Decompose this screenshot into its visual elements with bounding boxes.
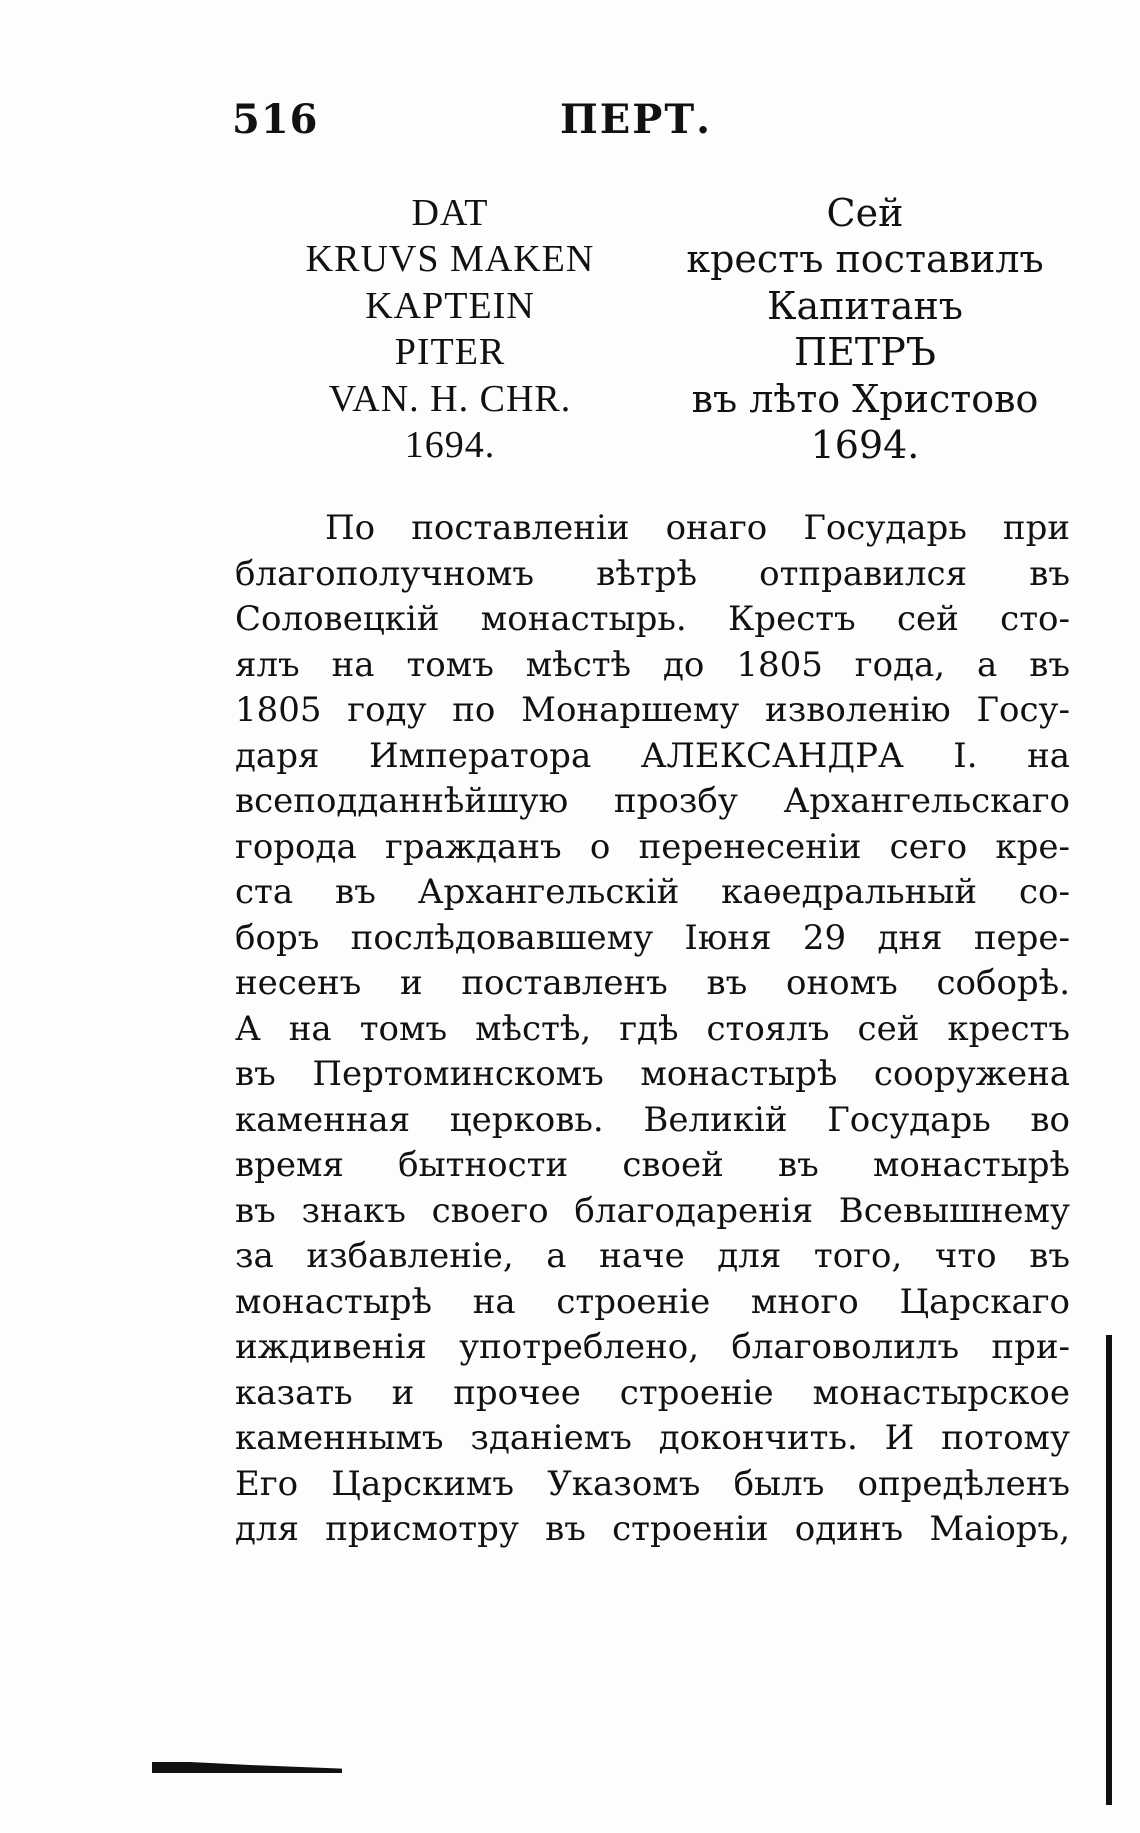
inscription-line: въ лѣто Христово	[691, 376, 1039, 421]
text-line: въ знакъ своего благодаренія Всевышнему	[235, 1190, 1070, 1231]
text-line: всеподданнѣйшую прозбу Архангельскаго	[235, 781, 1070, 821]
inscription-line: DAT	[411, 192, 489, 234]
inscription-line: KRUVS MAKEN	[305, 238, 595, 281]
inscription-line: 1694.	[810, 423, 920, 468]
page-edge-shadow-bottom	[152, 1762, 342, 1773]
inscription-russian	[650, 190, 1080, 468]
inscription-line: 1694.	[404, 424, 496, 467]
inscription-line: KAPTEIN	[365, 284, 535, 327]
text-line: каменнымъ зданіемъ докончить. И потому	[235, 1418, 1070, 1458]
text-line: А на томъ мѣстѣ, гдѣ стоялъ сей крестъ	[235, 1008, 1070, 1049]
text-line: города гражданъ о перенесеніи сего кре-	[235, 826, 1070, 867]
text-line: въ Пертоминскомъ монастырѣ сооружена	[235, 1054, 1070, 1094]
text-line: время бытности своей въ монастырѣ	[235, 1145, 1070, 1185]
inscription-line: Сей	[826, 191, 904, 235]
text-line: Соловецкій монастырь. Крестъ сей сто-	[235, 599, 1070, 639]
text-line: боръ послѣдовавшему Іюня 29 дня пере-	[235, 917, 1070, 958]
text-line: несенъ и поставленъ въ ономъ соборѣ.	[235, 963, 1070, 1003]
body-text	[235, 506, 1070, 1553]
text-line: за избавленіе, а наче для того, что въ	[235, 1236, 1070, 1276]
text-line: Его Царскимъ Указомъ былъ опредѣленъ	[235, 1463, 1070, 1504]
inscription-line: Капитанъ	[767, 283, 963, 328]
page-number: 516	[232, 96, 319, 143]
text-line: ялъ на томъ мѣстѣ до 1805 года, а въ	[235, 644, 1070, 685]
text-line: ста въ Архангельскій каѳедральный со-	[235, 872, 1070, 912]
text-line: казать и прочее строеніе монастырское	[235, 1372, 1070, 1413]
text-line: иждивенія употреблено, благоволилъ при-	[235, 1327, 1070, 1367]
inscription-line: ПЕТРЪ	[794, 330, 936, 375]
inscription-dutch	[270, 190, 630, 468]
inscription-line: крестъ поставилъ	[686, 237, 1044, 282]
text-line: 1805 году по Монаршему изволенію Госу-	[235, 690, 1070, 730]
text-line: По поставленіи онаго Государь при	[325, 508, 1070, 548]
text-line: каменная церковь. Великій Государь во	[235, 1099, 1070, 1140]
inscription-line: VAN. H. CHR.	[328, 377, 572, 420]
inscription-line: PITER	[394, 331, 506, 374]
text-line: даря Императора АЛЕКСАНДРА I. на	[235, 735, 1070, 776]
running-title: ПЕРТ.	[560, 96, 713, 143]
page-edge-shadow-right	[1106, 1335, 1112, 1805]
text-line: монастырѣ на строеніе много Царскаго	[235, 1281, 1070, 1322]
text-line: для присмотру въ строеніи одинъ Маіоръ,	[235, 1509, 1070, 1549]
text-line: благополучномъ вѣтрѣ отправился въ	[235, 553, 1070, 594]
